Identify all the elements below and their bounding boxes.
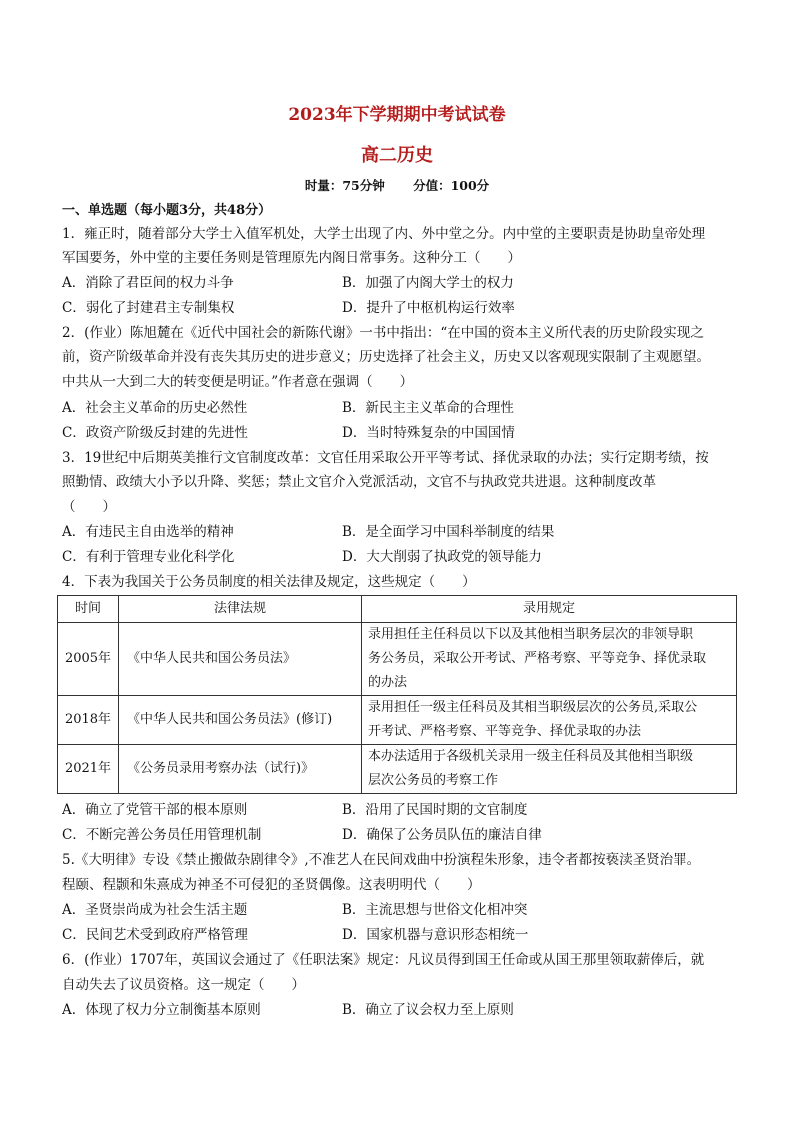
row-rule (362, 745, 737, 794)
question-2-option-a: A．社会主义革命的历史必然性 (62, 400, 248, 416)
question-3-option-d: D．大大削弱了执政党的领导能力 (342, 549, 542, 565)
rule-line: 务公务员，采取公开考试、严格考察、平等竞争、择优录取 (368, 651, 707, 666)
row-rule (362, 696, 737, 745)
question-5-line-2: 程颐、程颢和朱熹成为神圣不可侵犯的圣贤偶像。这表明明代（ ） (62, 877, 481, 893)
exam-title: 2023年下学期期中考试试卷 (288, 105, 506, 125)
question-1-option-c: C．弱化了封建君主专制集权 (62, 300, 235, 316)
table-header-row (58, 596, 737, 623)
header-time: 时间 (58, 596, 119, 623)
row-year: 2005年 (58, 623, 119, 696)
header-law: 法律法规 (119, 596, 362, 623)
question-1-line-2: 军国要务，外中堂的主要任务则是管理原先内阁日常事务。这种分工（ ） (62, 250, 521, 266)
rule-line: 层次公务员的考察工作 (368, 773, 499, 788)
question-3-line-3: （ ） (62, 499, 116, 515)
question-3-option-b: B．是全面学习中国科举制度的结果 (342, 524, 555, 540)
question-4-option-c: C．不断完善公务员任用管理机制 (62, 827, 262, 843)
question-1-option-a: A．消除了君臣间的权力斗争 (62, 275, 234, 291)
total-score: 分值：100分 (413, 178, 490, 193)
exam-meta (0, 176, 794, 194)
question-4-option-a: A．确立了党管干部的根本原则 (62, 802, 248, 818)
row-law: 《公务员录用考察办法（试行)》 (119, 745, 362, 794)
question-1-option-d: D．提升了中枢机构运行效率 (342, 300, 515, 316)
question-5-option-c: C．民间艺术受到政府严格管理 (62, 927, 248, 943)
question-1-line-1: 1．雍正时，随着部分大学士入值军机处，大学士出现了内、外中堂之分。内中堂的主要职责是协助皇帝处理 (62, 226, 706, 242)
header-rule: 录用规定 (362, 596, 737, 623)
question-6-line-1: 6．(作业）1707年，英国议会通过了《任职法案》规定：凡议员得到国王任命或从国王那里领取薪俸后，就 (62, 952, 705, 968)
rule-line: 开考试、严格考察、平等竞争、择优录取的办法 (368, 724, 642, 739)
question-6-option-b: B．确立了议会权力至上原则 (342, 1002, 514, 1018)
rule-line: 的办法 (368, 675, 408, 690)
row-year: 2021年 (58, 745, 119, 794)
table-row (58, 623, 737, 696)
row-law: 《中华人民共和国公务员法》 (119, 623, 362, 696)
question-2-line-1: 2．(作业）陈旭麓在《近代中国社会的新陈代谢》一书中指出：“在中国的资本主义所代表的历史阶段实现之 (62, 325, 704, 341)
question-2-line-2: 前，资产阶级革命并没有丧失其历史的进步意义；历史选择了社会主义，历史又以客观现实限制了主观愿望。 (62, 349, 710, 365)
time-limit: 时量：75分钟 (304, 178, 385, 193)
question-3-line-1: 3．19世纪中后期英美推行文官制度改革：文官任用采取公开平等考试、择优录取的办法；实行定期考绩，按 (62, 450, 709, 466)
rule-line: 录用担任主任科员以下以及其他相当职务层次的非领导职 (368, 627, 694, 642)
question-1-option-b: B．加强了内阁大学士的权力 (342, 275, 514, 291)
question-5-option-b: B．主流思想与世俗文化相冲突 (342, 902, 528, 918)
question-5-option-a: A．圣贤崇尚成为社会生活主题 (62, 902, 248, 918)
rule-line: 本办法适用于各级机关录用一级主任科员及其他相当职级 (368, 749, 694, 764)
question-5-option-d: D．国家机器与意识形态相统一 (342, 927, 529, 943)
question-4-option-b: B．沿用了民国时期的文官制度 (342, 802, 528, 818)
question-6-line-2: 自动失去了议员资格。这一规定（ ） (62, 977, 305, 993)
question-3-line-2: 照勤情、政绩大小予以升降、奖惩；禁止文官介入党派活动，文官不与执政党共进退。这种制度改革 (62, 474, 656, 490)
question-2-option-d: D．当时特殊复杂的中国国情 (342, 425, 515, 441)
table-row (58, 745, 737, 794)
table-row (58, 696, 737, 745)
civil-servant-rules-table (57, 595, 737, 794)
question-5-line-1: 5.《大明律》专设《禁止搬做杂剧律令》,不准艺人在民间戏曲中扮演程朱形象，违令者都按亵渎圣贤治罪。 (62, 852, 701, 868)
question-2-option-c: C．政资产阶级反封建的先进性 (62, 425, 248, 441)
question-2-line-3: 中共从一大到二大的转变便是明证。”作者意在强调（ ） (62, 374, 414, 390)
row-law: 《中华人民共和国公务员法》(修订) (119, 696, 362, 745)
section-heading: 一、单选题（每小题3分，共48分） (62, 203, 272, 218)
question-3-option-c: C．有利于管理专业化科学化 (62, 549, 235, 565)
subject-title: 高二历史 (361, 145, 433, 166)
rule-line: 录用担任一级主任科员及其相当职级层次的公务员,采取公 (368, 700, 698, 715)
question-4-option-d: D．确保了公务员队伍的廉洁自律 (342, 827, 542, 843)
question-2-option-b: B．新民主主义革命的合理性 (342, 400, 514, 416)
question-4-line-1: 4．下表为我国关于公务员制度的相关法律及规定，这些规定（ ） (62, 574, 476, 590)
question-6-option-a: A．体现了权力分立制衡基本原则 (62, 1002, 261, 1018)
row-rule (362, 623, 737, 696)
question-3-option-a: A．有违民主自由选举的精神 (62, 524, 234, 540)
row-year: 2018年 (58, 696, 119, 745)
